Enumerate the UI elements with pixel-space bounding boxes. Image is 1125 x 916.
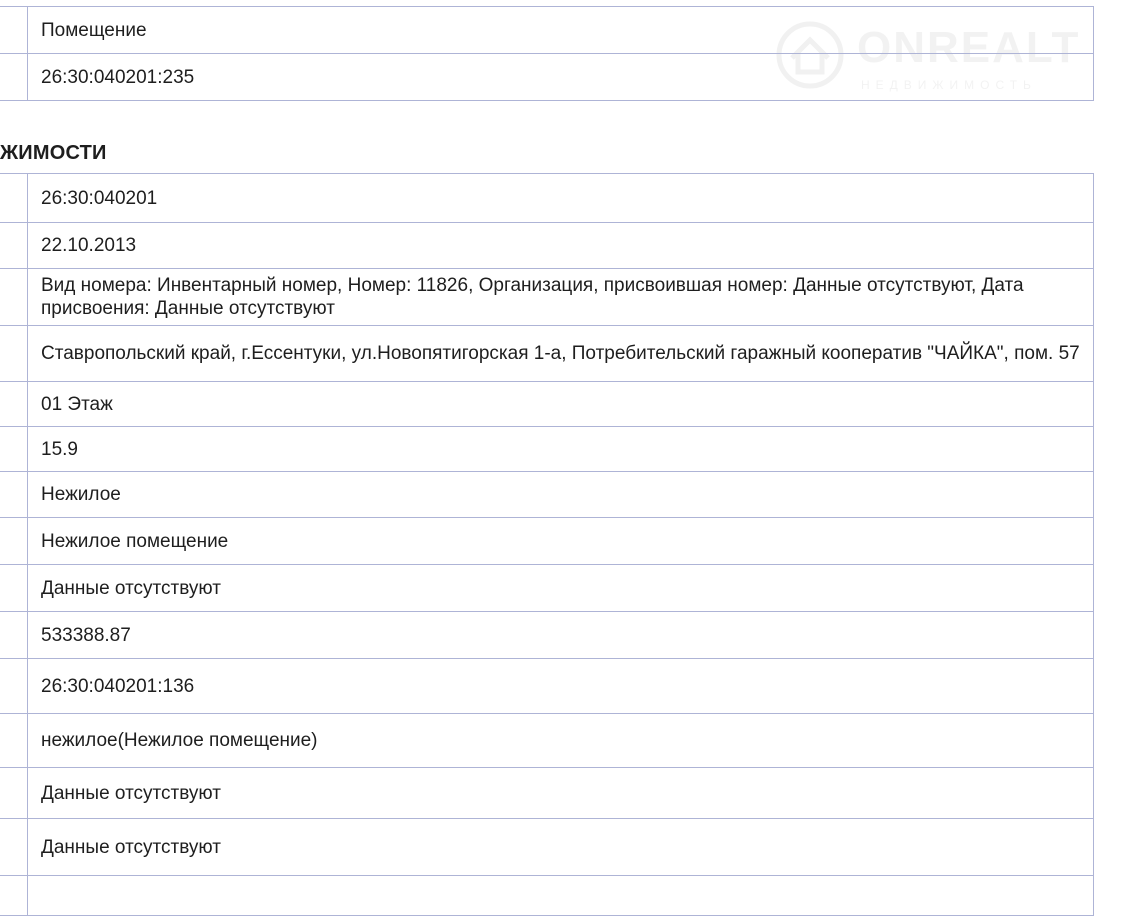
table-row: [0, 612, 1094, 659]
table-row: [0, 565, 1094, 612]
object-type-value: Помещение: [28, 7, 1094, 54]
table-row: [0, 472, 1094, 518]
table-row: [0, 326, 1094, 382]
label-cell: [0, 174, 28, 223]
table-row: [0, 223, 1094, 269]
cadastral-quarter-value: 26:30:040201: [28, 174, 1094, 223]
label-cell: [0, 819, 28, 876]
label-cell: [0, 54, 28, 101]
area-value: 15.9: [28, 427, 1094, 472]
data-value: Данные отсутствуют: [28, 768, 1094, 819]
table-row: [0, 768, 1094, 819]
label-cell: [0, 659, 28, 714]
premises-purpose-value: Нежилое: [28, 472, 1094, 518]
label-cell: [0, 714, 28, 768]
property-type-table: [0, 6, 1094, 101]
empty-value: [28, 876, 1094, 916]
table-row: [0, 269, 1094, 326]
cadastral-number-value: 26:30:040201:235: [28, 54, 1094, 101]
label-cell: [0, 427, 28, 472]
data-value: Данные отсутствуют: [28, 565, 1094, 612]
floor-value: 01 Этаж: [28, 382, 1094, 427]
table-row: [0, 518, 1094, 565]
label-cell: [0, 269, 28, 326]
table-row: [0, 7, 1094, 54]
label-cell: [0, 472, 28, 518]
section-heading: ЖИМОСТИ: [0, 142, 107, 164]
label-cell: [0, 876, 28, 916]
usage-value: нежилое(Нежилое помещение): [28, 714, 1094, 768]
premises-type-value: Нежилое помещение: [28, 518, 1094, 565]
data-value: Данные отсутствуют: [28, 819, 1094, 876]
table-row: [0, 819, 1094, 876]
address-value: Ставропольский край, г.Ессентуки, ул.Новопятигорская 1-а, Потребительский гаражный кооператив "ЧАЙКА", пом. 57: [28, 326, 1094, 382]
cadastral-value-value: 533388.87: [28, 612, 1094, 659]
label-cell: [0, 7, 28, 54]
previous-number-value: Вид номера: Инвентарный номер, Номер: 11826, Организация, присвоившая номер: Данные отсутствуют, Дата присвоения: Данные отсутствуют: [28, 269, 1094, 326]
label-cell: [0, 518, 28, 565]
label-cell: [0, 223, 28, 269]
label-cell: [0, 565, 28, 612]
parent-object-number-value: 26:30:040201:136: [28, 659, 1094, 714]
table-row: [0, 174, 1094, 223]
table-row: [0, 54, 1094, 101]
watermark-subtitle: НЕДВИЖИМОСТЬ: [861, 78, 1037, 92]
label-cell: [0, 612, 28, 659]
table-row: [0, 876, 1094, 916]
registration-date-value: 22.10.2013: [28, 223, 1094, 269]
table-row: [0, 427, 1094, 472]
label-cell: [0, 382, 28, 427]
watermark-brand: ONREALT: [857, 23, 1081, 72]
table-row: [0, 659, 1094, 714]
table-row: [0, 382, 1094, 427]
label-cell: [0, 768, 28, 819]
property-details-table: [0, 173, 1094, 916]
table-row: [0, 714, 1094, 768]
label-cell: [0, 326, 28, 382]
